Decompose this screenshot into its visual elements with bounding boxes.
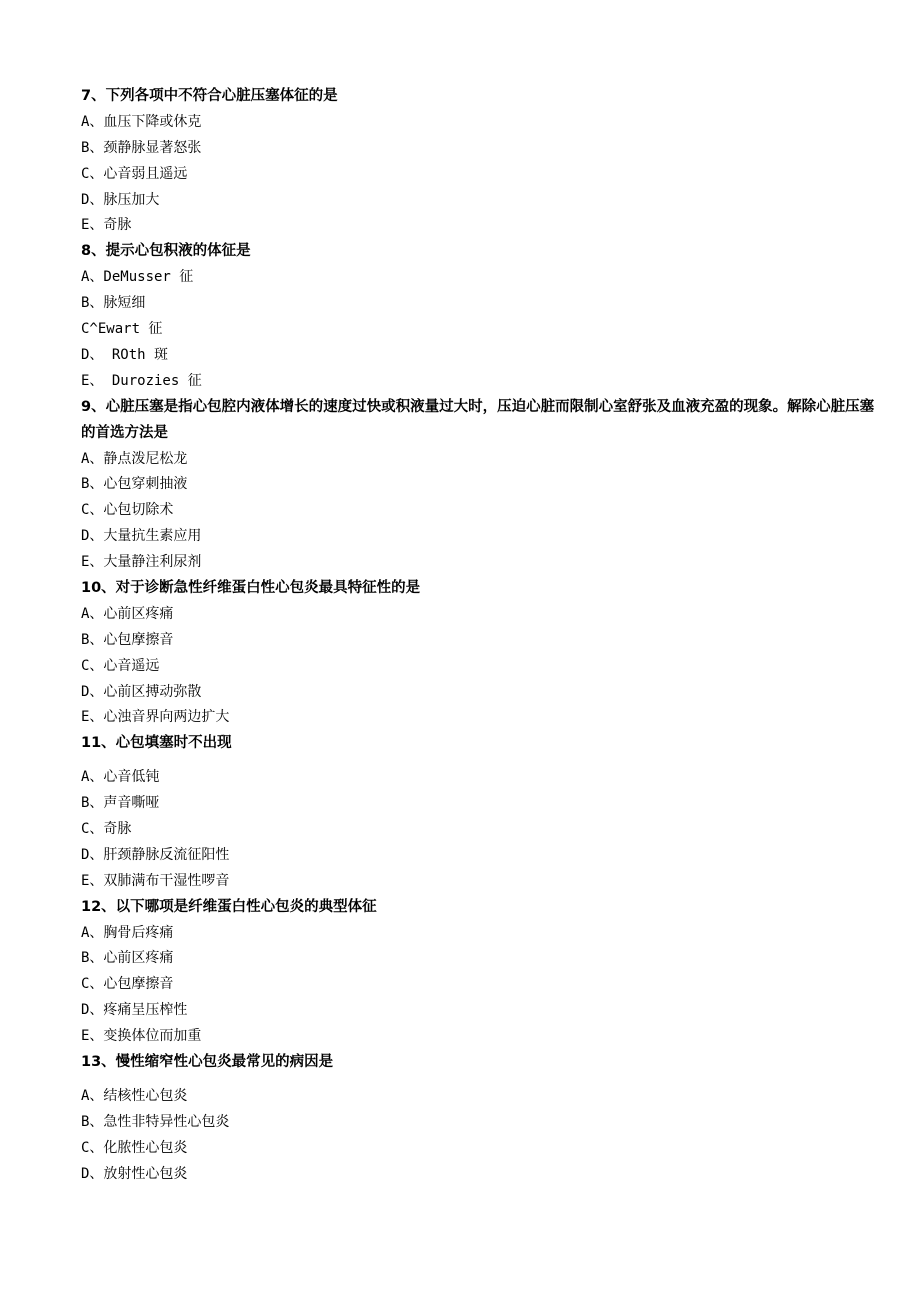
question-7-option-d: D、脉压加大 (81, 191, 160, 208)
question-10-option-e: E、心浊音界向两边扩大 (81, 709, 230, 726)
question-12-option-b: B、心前区疼痛 (81, 950, 174, 967)
question-12-option-a: A、胸骨后疼痛 (81, 924, 174, 941)
question-11-title: 11、心包填塞时不出现 (81, 735, 232, 752)
question-13-option-b: B、急性非特异性心包炎 (81, 1113, 230, 1130)
question-12-option-c: C、心包摩擦音 (81, 976, 174, 993)
question-7-option-c: C、心音弱且遥远 (81, 165, 188, 182)
question-10-option-a: A、心前区疼痛 (81, 605, 174, 622)
question-7-title: 7、下列各项中不符合心脏压塞体征的是 (81, 88, 338, 104)
question-10-option-b: B、心包摩擦音 (81, 631, 174, 648)
question-10-option-d: D、心前区搏动弥散 (81, 683, 202, 700)
question-7-option-a: A、血压下降或休克 (81, 113, 202, 130)
question-13-title: 13、慢性缩窄性心包炎最常见的病因是 (81, 1053, 334, 1070)
question-11-option-e: E、双肺满布干湿性啰音 (81, 872, 230, 889)
question-8-option-d: D、 ROth 斑 (81, 346, 169, 363)
question-12-title: 12、以下哪项是纤维蛋白性心包炎的典型体征 (81, 898, 377, 915)
question-11-option-a: A、心音低钝 (81, 769, 160, 786)
question-12-option-d: D、疼痛呈压榨性 (81, 1002, 188, 1019)
question-10-title: 10、对于诊断急性纤维蛋白性心包炎最具特征性的是 (81, 579, 421, 596)
question-13-option-a: A、结核性心包炎 (81, 1087, 188, 1104)
question-9-option-c: C、心包切除术 (81, 502, 174, 519)
document-page (81, 84, 881, 1187)
question-13-option-c: C、化脓性心包炎 (81, 1139, 188, 1156)
question-11-option-b: B、声音嘶哑 (81, 795, 160, 812)
question-9-option-b: B、心包穿刺抽液 (81, 476, 188, 493)
question-8-option-a: A、DeMusser 征 (81, 269, 194, 286)
question-11-option-d: D、肝颈静脉反流征阳性 (81, 846, 230, 863)
question-10-option-c: C、心音遥远 (81, 657, 160, 674)
question-13-option-d: D、放射性心包炎 (81, 1165, 188, 1182)
question-8-option-b: B、脉短细 (81, 295, 146, 312)
question-9-option-d: D、大量抗生素应用 (81, 528, 202, 545)
question-8-option-e: E、 Durozies 征 (81, 372, 202, 389)
question-8-option-c: C^Ewart 征 (81, 321, 163, 338)
question-7-option-e: E、奇脉 (81, 217, 132, 234)
question-12-option-e: E、变换体位而加重 (81, 1028, 202, 1045)
question-9-option-e: E、大量静注利尿剂 (81, 554, 202, 571)
question-11-option-c: C、奇脉 (81, 820, 132, 837)
question-9-title: 9、心脏压塞是指心包腔内液体增长的速度过快或积液量过大时，压迫心脏而限制心室舒张及血液充盈的现象。解除心脏压塞的首选方法是 (81, 398, 875, 441)
question-8-title: 8、提示心包积液的体征是 (81, 243, 251, 260)
question-7-option-b: B、颈静脉显著怒张 (81, 139, 202, 156)
question-9-option-a: A、静点泼尼松龙 (81, 450, 188, 467)
